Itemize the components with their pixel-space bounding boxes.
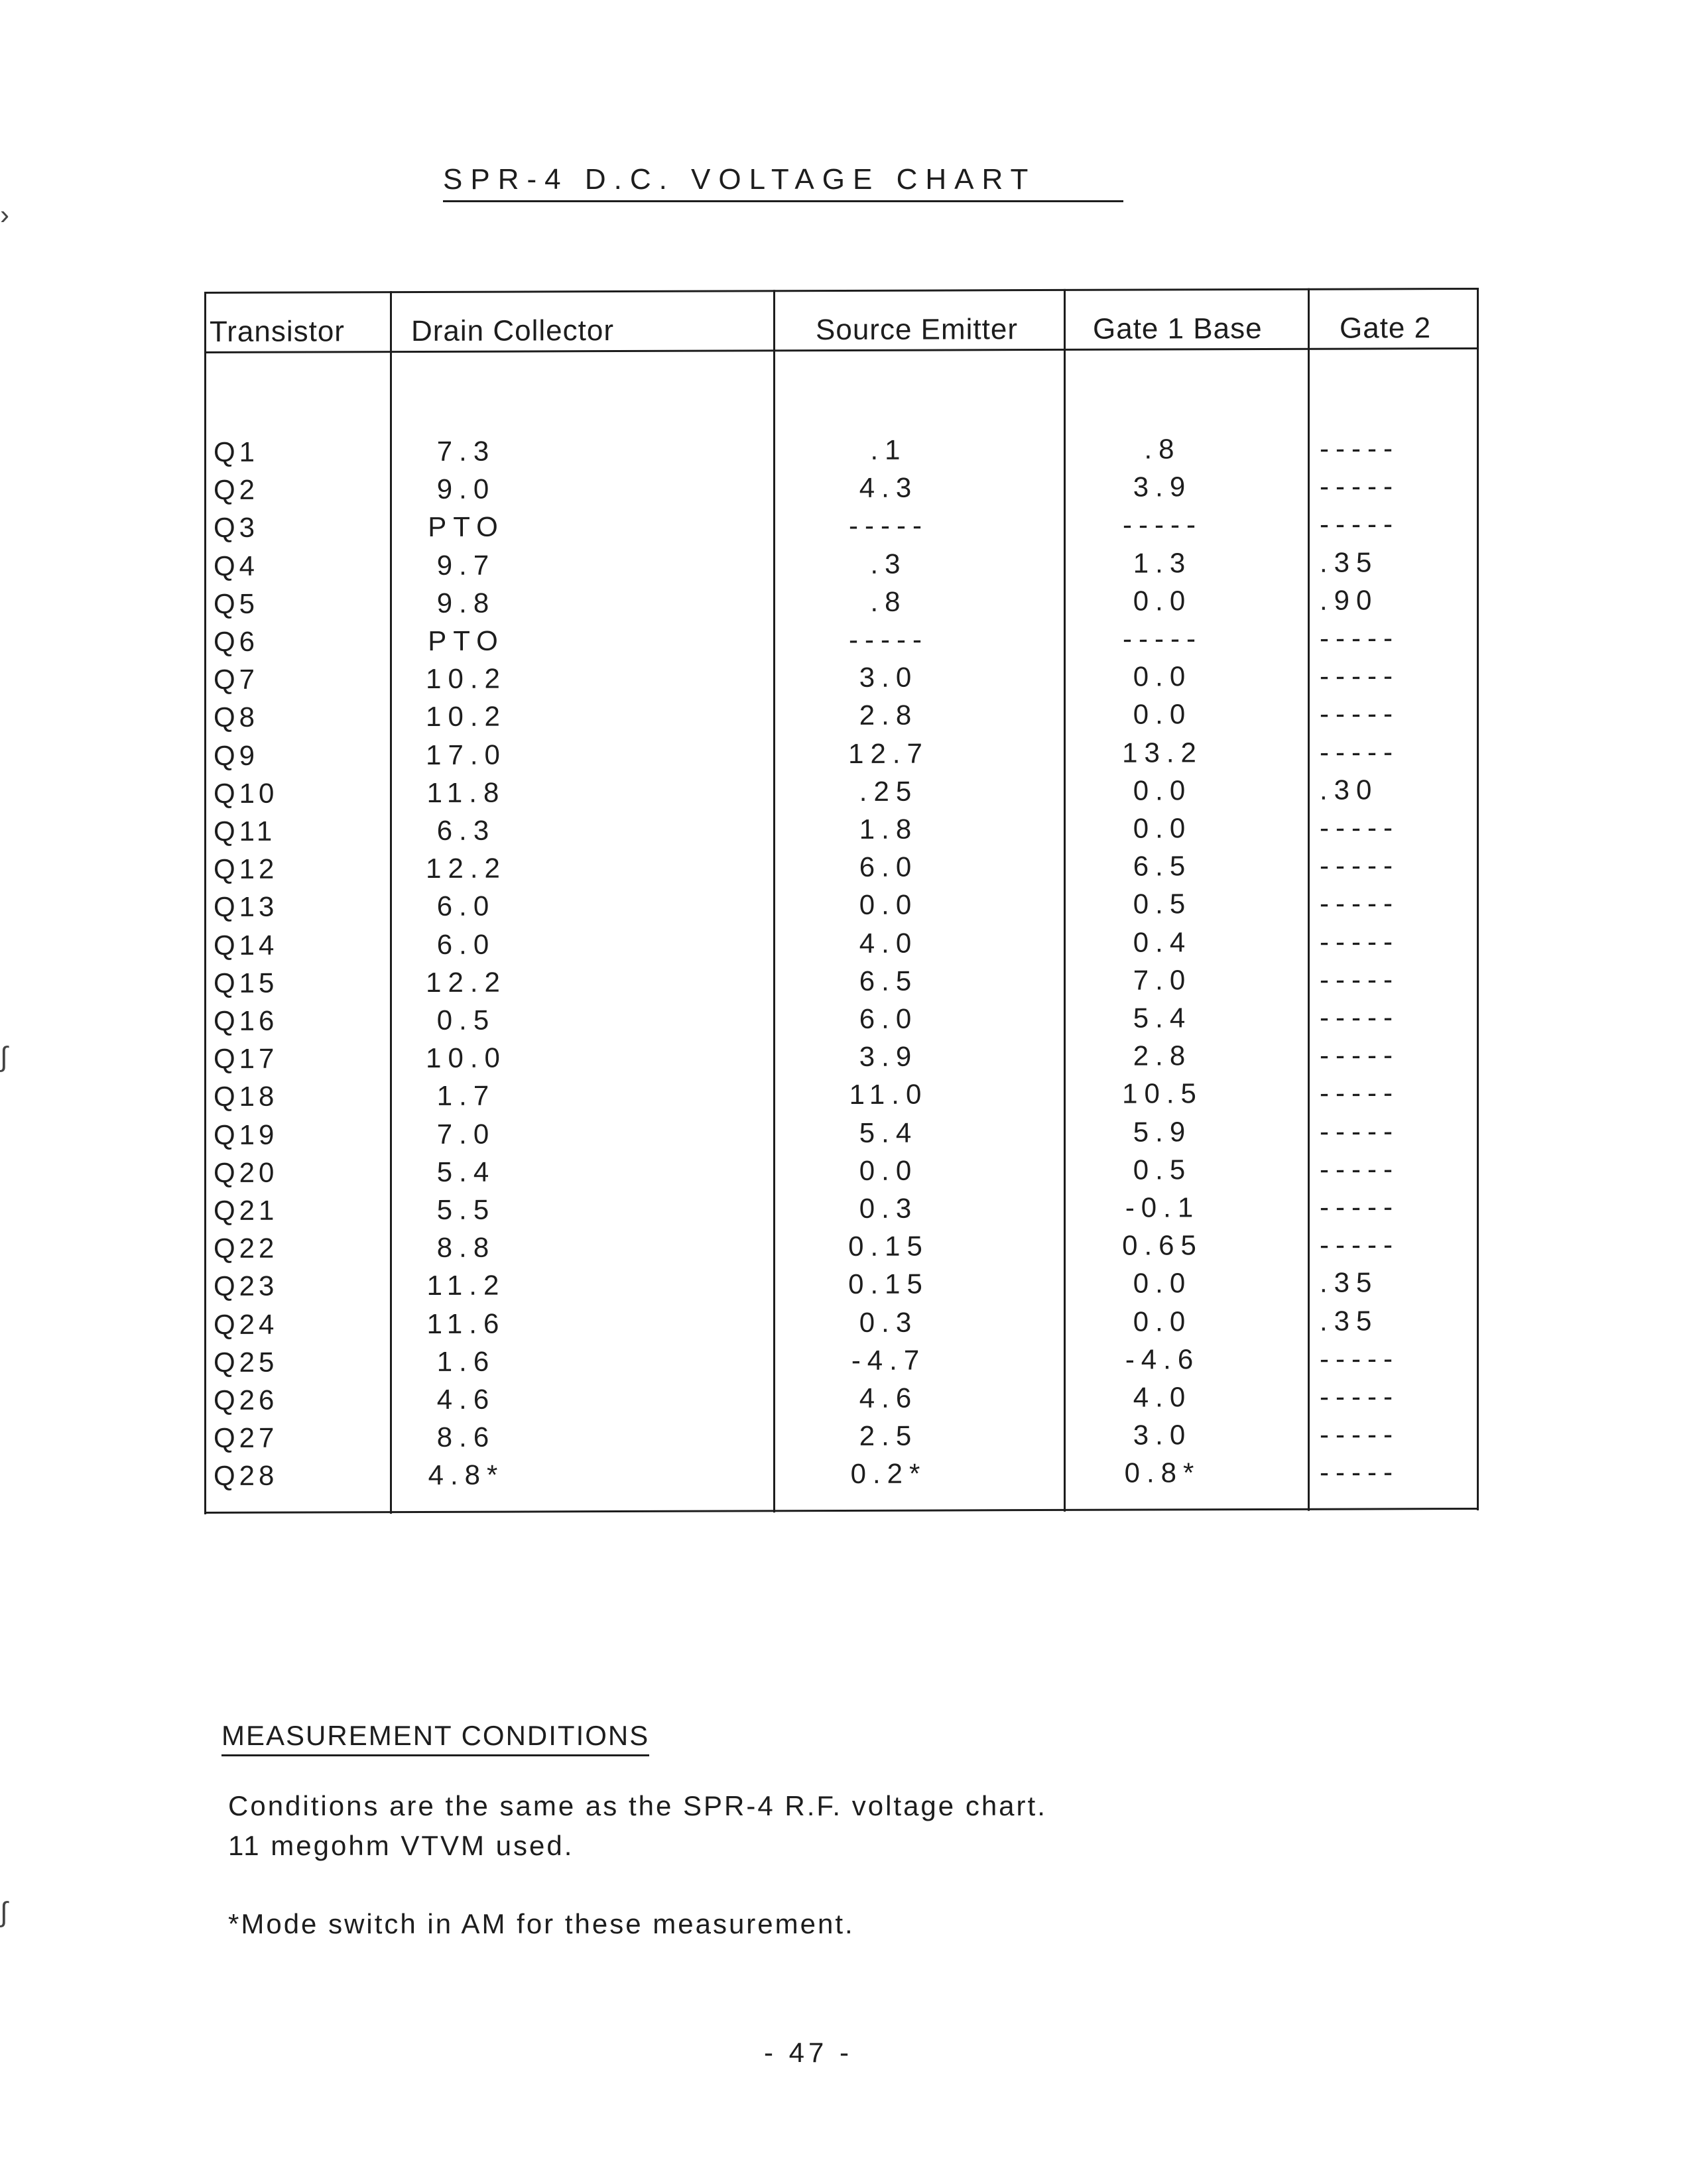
table-top-border <box>204 288 1479 294</box>
cell-drain-collector: 9.8 <box>436 587 496 619</box>
cell-source-emitter: 0.15 <box>848 1230 929 1262</box>
cell-gate2: ----- <box>1320 1380 1399 1412</box>
cell-transistor: Q24 <box>214 1308 279 1340</box>
cell-gate1-base: 0.8* <box>1124 1457 1201 1489</box>
cell-drain-collector: 11.6 <box>426 1307 506 1339</box>
cell-gate2: ----- <box>1320 622 1399 654</box>
cell-transistor: Q5 <box>214 587 259 619</box>
table-row <box>204 546 1479 588</box>
table-row <box>204 1001 1479 1043</box>
cell-gate2: .35 <box>1320 1305 1379 1337</box>
cell-drain-collector: 4.6 <box>436 1383 496 1415</box>
cell-source-emitter: 5.4 <box>859 1117 918 1148</box>
cell-transistor: Q12 <box>214 853 279 885</box>
table-row <box>204 660 1479 701</box>
cell-transistor: Q17 <box>214 1042 279 1075</box>
cell-drain-collector: 7.0 <box>436 1118 496 1150</box>
cell-source-emitter: 3.0 <box>859 661 918 694</box>
cell-transistor: Q14 <box>214 929 279 961</box>
table-row <box>204 1266 1479 1308</box>
cell-drain-collector: 8.8 <box>436 1231 496 1264</box>
cell-source-emitter: ----- <box>849 623 928 655</box>
cell-gate1-base: 10.5 <box>1122 1077 1203 1110</box>
cell-gate1-base: 7.0 <box>1133 964 1192 996</box>
binding-mark-middle: ∫ <box>0 1041 8 1072</box>
cell-transistor: Q4 <box>214 550 259 581</box>
cell-gate1-base: 0.0 <box>1133 774 1192 806</box>
cell-gate1-base: 0.0 <box>1133 812 1192 844</box>
cell-source-emitter: .3 <box>870 548 907 579</box>
cell-gate1-base: 0.0 <box>1133 698 1192 730</box>
cell-drain-collector: 10.0 <box>426 1042 507 1074</box>
cell-transistor: Q25 <box>214 1346 279 1378</box>
cell-gate2: ----- <box>1320 963 1399 995</box>
cell-source-emitter: 6.0 <box>859 851 918 883</box>
cell-gate2: ----- <box>1320 660 1399 692</box>
table-row <box>204 508 1479 550</box>
cell-gate1-base: .8 <box>1144 433 1181 465</box>
table-row <box>204 1418 1479 1460</box>
cell-gate2: ----- <box>1320 470 1399 502</box>
cell-source-emitter: 4.0 <box>859 927 918 959</box>
cell-drain-collector: 5.4 <box>436 1156 496 1187</box>
cell-source-emitter: 3.9 <box>859 1040 918 1073</box>
cell-drain-collector: 6.3 <box>436 814 496 846</box>
table-row <box>204 1153 1479 1195</box>
measurement-note: *Mode switch in AM for these measurement. <box>228 1908 855 1939</box>
cell-gate2: ----- <box>1320 849 1399 881</box>
table-row <box>204 432 1479 474</box>
cell-drain-collector: 1.6 <box>436 1345 496 1377</box>
cell-gate2: ----- <box>1320 1418 1399 1450</box>
header-source-emitter: Source Emitter <box>816 313 1018 347</box>
binding-mark-bottom: ∫ <box>0 1896 8 1927</box>
cell-source-emitter: 6.5 <box>859 965 918 997</box>
cell-gate2: ----- <box>1320 1456 1399 1488</box>
cell-transistor: Q2 <box>214 473 259 506</box>
cell-source-emitter: -4.7 <box>851 1344 926 1376</box>
cell-gate2: .35 <box>1320 1266 1379 1299</box>
cell-source-emitter: 0.3 <box>859 1306 918 1338</box>
cell-gate2: ----- <box>1320 508 1399 540</box>
cell-gate1-base: 4.0 <box>1133 1381 1192 1413</box>
cell-gate2: ----- <box>1320 1039 1399 1071</box>
cell-gate1-base: 0.0 <box>1133 1305 1192 1337</box>
table-row <box>204 698 1479 739</box>
cell-transistor: Q22 <box>214 1232 279 1264</box>
cell-source-emitter: 11.0 <box>849 1078 928 1111</box>
cell-transistor: Q27 <box>214 1422 279 1454</box>
cell-transistor: Q10 <box>214 777 279 809</box>
cell-drain-collector: PTO <box>428 625 505 656</box>
header-drain-collector: Drain Collector <box>411 314 614 348</box>
table-row <box>204 584 1479 626</box>
cell-transistor: Q9 <box>214 739 259 771</box>
measurement-line-2: 11 megohm VTVM used. <box>228 1830 574 1861</box>
cell-gate2: ----- <box>1320 432 1399 464</box>
cell-gate1-base: 0.0 <box>1133 660 1192 692</box>
table-row <box>204 1191 1479 1233</box>
cell-drain-collector: 0.5 <box>436 1004 496 1036</box>
cell-source-emitter: 2.8 <box>859 699 918 731</box>
table-row <box>204 1229 1479 1270</box>
table-row <box>204 622 1479 664</box>
cell-transistor: Q23 <box>214 1270 279 1302</box>
voltage-table <box>204 288 1479 1514</box>
cell-transistor: Q26 <box>214 1384 279 1416</box>
cell-gate2: ----- <box>1320 1115 1399 1147</box>
page-title: SPR-4 D.C. VOLTAGE CHART <box>443 163 1123 202</box>
cell-gate2: ----- <box>1320 1001 1399 1033</box>
table-row <box>204 1039 1479 1081</box>
cell-gate2: ----- <box>1320 1153 1399 1185</box>
cell-gate2: ----- <box>1320 735 1399 768</box>
cell-transistor: Q19 <box>214 1119 279 1150</box>
cell-gate1-base: 0.5 <box>1133 888 1192 920</box>
table-row <box>204 736 1479 778</box>
cell-drain-collector: 10.2 <box>426 662 507 695</box>
cell-transistor: Q11 <box>214 815 277 847</box>
cell-gate2: ----- <box>1320 1191 1399 1223</box>
cell-source-emitter: 4.3 <box>859 471 918 504</box>
cell-gate2: ----- <box>1320 698 1399 730</box>
cell-drain-collector: 12.2 <box>426 852 507 884</box>
cell-source-emitter: 2.5 <box>859 1420 918 1452</box>
cell-source-emitter: 0.0 <box>859 1154 918 1186</box>
table-row <box>204 1305 1479 1347</box>
cell-gate1-base: 0.5 <box>1133 1154 1192 1185</box>
cell-drain-collector: 12.2 <box>426 966 507 998</box>
cell-drain-collector: 4.8* <box>428 1459 505 1491</box>
table-row <box>204 774 1479 816</box>
cell-gate1-base: 1.3 <box>1133 546 1192 579</box>
measurement-line-1: Conditions are the same as the SPR-4 R.F. voltage chart. <box>228 1790 1047 1821</box>
cell-drain-collector: 11.2 <box>426 1269 506 1302</box>
cell-transistor: Q21 <box>214 1194 279 1226</box>
cell-gate1-base: 3.9 <box>1133 471 1192 503</box>
cell-drain-collector: PTO <box>428 511 505 543</box>
cell-drain-collector: 7.3 <box>436 435 496 467</box>
cell-transistor: Q13 <box>214 891 279 923</box>
table-row <box>204 470 1479 512</box>
cell-transistor: Q3 <box>214 512 259 544</box>
cell-gate1-base: 0.4 <box>1133 926 1192 958</box>
header-transistor: Transistor <box>210 315 345 348</box>
cell-drain-collector: 6.0 <box>436 890 496 922</box>
cell-gate2: .90 <box>1320 584 1379 616</box>
page-number: - 47 - <box>764 2037 853 2068</box>
table-row <box>204 926 1479 967</box>
cell-drain-collector: 10.2 <box>426 700 507 733</box>
cell-source-emitter: 0.3 <box>859 1192 918 1224</box>
table-row <box>204 963 1479 1005</box>
cell-gate2: .35 <box>1320 546 1379 578</box>
cell-drain-collector: 17.0 <box>426 739 507 770</box>
cell-drain-collector: 1.7 <box>436 1080 496 1112</box>
cell-gate1-base: 3.0 <box>1133 1419 1192 1451</box>
cell-transistor: Q20 <box>214 1156 279 1188</box>
cell-source-emitter: .25 <box>859 775 918 807</box>
cell-transistor: Q28 <box>214 1460 279 1492</box>
binding-mark-top: › <box>0 199 9 230</box>
cell-drain-collector: 9.0 <box>436 473 496 505</box>
cell-source-emitter: 0.2* <box>850 1457 927 1490</box>
table-row <box>204 1456 1479 1498</box>
cell-gate2: ----- <box>1320 887 1399 920</box>
cell-gate2: ----- <box>1320 925 1399 957</box>
cell-transistor: Q15 <box>214 967 279 999</box>
cell-gate1-base: -0.1 <box>1125 1191 1200 1223</box>
cell-gate1-base: 0.0 <box>1133 1267 1192 1299</box>
cell-source-emitter: 1.8 <box>859 813 918 845</box>
cell-gate1-base: -4.6 <box>1125 1343 1200 1375</box>
cell-gate1-base: 0.0 <box>1133 585 1192 617</box>
cell-transistor: Q18 <box>214 1081 279 1113</box>
cell-drain-collector: 11.8 <box>426 776 506 808</box>
table-row <box>204 1077 1479 1119</box>
cell-gate2: ----- <box>1320 1343 1399 1374</box>
cell-transistor: Q8 <box>214 701 259 733</box>
cell-source-emitter: 12.7 <box>848 737 929 769</box>
cell-gate1-base: 0.65 <box>1122 1229 1203 1261</box>
header-divider <box>204 347 1479 353</box>
table-row <box>204 887 1479 929</box>
table-row <box>204 849 1479 891</box>
cell-gate2: .30 <box>1320 774 1379 806</box>
header-gate2: Gate 2 <box>1340 312 1432 345</box>
cell-gate2: ----- <box>1320 1229 1399 1260</box>
cell-source-emitter: 0.0 <box>859 889 918 921</box>
table-row <box>204 1115 1479 1157</box>
cell-gate2: ----- <box>1320 812 1399 843</box>
cell-gate1-base: 5.4 <box>1133 1002 1192 1034</box>
table-row <box>204 1343 1479 1384</box>
table-row <box>204 1380 1479 1422</box>
cell-gate1-base: 6.5 <box>1133 850 1192 882</box>
cell-source-emitter: 0.15 <box>848 1268 929 1300</box>
cell-source-emitter: .1 <box>870 434 907 465</box>
header-gate1-base: Gate 1 Base <box>1093 312 1263 345</box>
cell-gate1-base: 13.2 <box>1122 736 1203 768</box>
cell-gate2: ----- <box>1320 1077 1399 1109</box>
cell-gate1-base: 2.8 <box>1133 1040 1192 1071</box>
cell-gate1-base: ----- <box>1123 623 1202 654</box>
cell-transistor: Q6 <box>214 625 259 657</box>
cell-transistor: Q16 <box>214 1004 279 1036</box>
cell-source-emitter: ----- <box>849 509 928 542</box>
cell-drain-collector: 5.5 <box>436 1193 496 1225</box>
cell-drain-collector: 9.7 <box>436 549 496 581</box>
cell-transistor: Q1 <box>214 436 259 467</box>
cell-drain-collector: 6.0 <box>436 928 496 960</box>
table-row <box>204 812 1479 853</box>
cell-source-emitter: .8 <box>870 585 907 617</box>
cell-transistor: Q7 <box>214 663 259 696</box>
table-bottom-border <box>204 1508 1479 1514</box>
cell-gate1-base: ----- <box>1123 509 1202 541</box>
cell-source-emitter: 6.0 <box>859 1002 918 1034</box>
measurement-heading: MEASUREMENT CONDITIONS <box>221 1720 649 1756</box>
cell-gate1-base: 5.9 <box>1133 1115 1192 1148</box>
cell-source-emitter: 4.6 <box>859 1382 918 1414</box>
cell-drain-collector: 8.6 <box>436 1421 496 1453</box>
